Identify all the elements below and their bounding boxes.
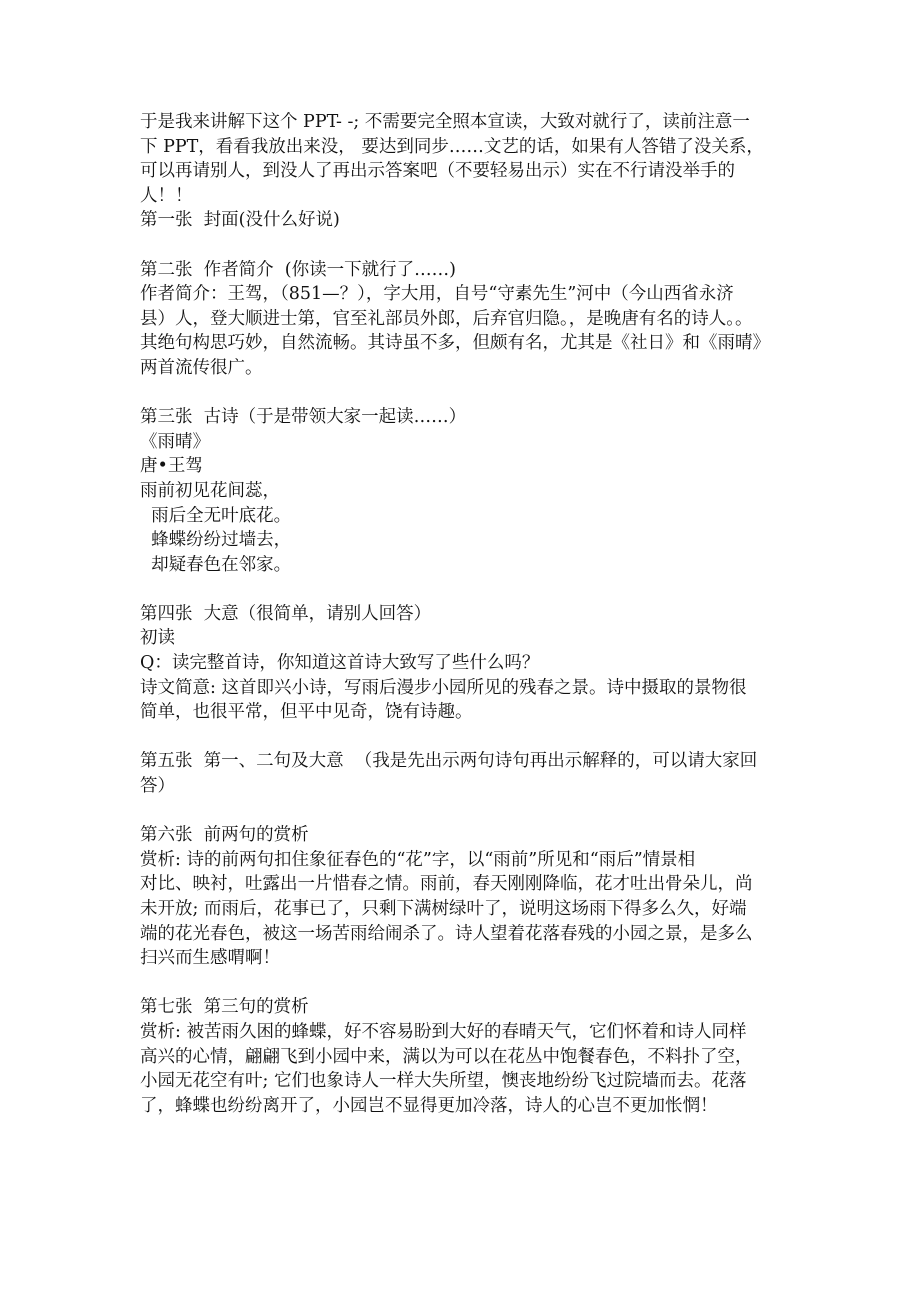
author-intro-line-1: 作者简介：王驾，（851—？），字大用，自号“守素先生”河中（今山西省永济	[140, 284, 734, 305]
poem-title: 《雨晴》	[140, 431, 210, 452]
summary-line-2: 简单，也很平常，但平中见奇，饶有诗趣。	[140, 702, 473, 723]
slide-3-heading: 第三张 古诗（于是带领大家一起读……）	[140, 407, 467, 428]
blank-line	[140, 381, 788, 406]
question-line: Q：读完整首诗，你知道这首诗大致写了些什么吗？	[140, 653, 540, 674]
document-body	[140, 110, 788, 1118]
analysis-2-line-2: 高兴的心情，翩翩飞到小园中来，满以为可以在花丛中饱餐春色，不料扑了空，	[140, 1046, 753, 1067]
analysis-2-line-1: 赏析: 被苦雨久困的蜂蝶，好不容易盼到大好的春晴天气，它们怀着和诗人同样	[140, 1021, 747, 1042]
author-intro-line-4: 两首流传很广。	[140, 357, 263, 378]
author-intro-line-2: 县）人，登大顺进士第，官至礼部员外郎，后弃官归隐。，是晚唐有名的诗人。。	[140, 308, 753, 329]
intro-line-3: 可以再请别人，到没人了再出示答案吧（不要轻易出示）实在不行请没举手的	[140, 161, 735, 182]
slide-5-heading-line-2: 答）	[140, 776, 175, 797]
slide-6-heading: 第六张 前两句的赏析	[140, 825, 309, 846]
poem-author: 唐•王驾	[140, 456, 203, 477]
slide-1-heading: 第一张 封面(没什么好说)	[140, 210, 340, 231]
blank-line	[140, 577, 788, 602]
intro-line-1: 于是我来讲解下这个 PPT- -; 不需要完全照本宣读，大致对就行了，读前注意一	[140, 112, 750, 132]
analysis-2-line-4: 了，蜂蝶也纷纷离开了，小园岂不显得更加冷落，诗人的心岂不更加怅惘！	[140, 1095, 718, 1116]
poem-line-1: 雨前初见花间蕊，	[140, 480, 280, 501]
analysis-1-line-3: 未开放; 而雨后，花事已了，只剩下满树绿叶了，说明这场雨下得多么久，好端	[140, 899, 747, 919]
poem-line-3: 蜂蝶纷纷过墙去，	[140, 530, 292, 551]
blank-line	[140, 799, 788, 824]
slide-4-heading: 第四张 大意（很简单，请别人回答）	[140, 603, 432, 624]
summary-line-1: 诗文简意: 这首即兴小诗，写雨后漫步小园所见的残春之景。诗中摄取的景物很	[140, 677, 747, 698]
first-reading-label: 初读	[140, 628, 175, 649]
blank-line	[140, 233, 788, 258]
author-intro-line-3: 其绝句构思巧妙，自然流畅。其诗虽不多，但颇有名，尤其是《社日》和《雨晴》	[140, 333, 770, 354]
blank-line	[140, 725, 788, 750]
intro-line-2: 下 PPT，看看我放出来没， 要达到同步……文艺的话，如果有人答错了没关系，	[140, 136, 764, 157]
analysis-1-line-1: 赏析: 诗的前两句扣住象征春色的“花”字，以“雨前”所见和“雨后”情景相	[140, 849, 696, 870]
slide-5-heading-line-1: 第五张 第一、二句及大意 （我是先出示两句诗句再出示解释的，可以请大家回	[140, 751, 758, 772]
analysis-1-line-5: 扫兴而生感喟啊！	[140, 948, 280, 969]
poem-line-4: 却疑春色在邻家。	[140, 554, 292, 575]
analysis-2-line-3: 小园无花空有叶; 它们也象诗人一样大失所望，懊丧地纷纷飞过院墙而去。花落	[140, 1071, 747, 1092]
poem-line-2: 雨后全无叶底花。	[140, 505, 292, 526]
analysis-1-line-2: 对比、映衬，吐露出一片惜春之情。雨前，春天刚刚降临，花才吐出骨朵儿，尚	[140, 874, 753, 895]
slide-7-heading: 第七张 第三句的赏析	[140, 997, 309, 1018]
analysis-1-line-4: 端的花光春色，被这一场苦雨给闹杀了。诗人望着花落春残的小园之景，是多么	[140, 923, 753, 944]
blank-line	[140, 971, 788, 996]
intro-line-4: 人！！	[140, 185, 193, 206]
slide-2-heading: 第二张 作者简介 (你读一下就行了……)	[140, 259, 456, 280]
